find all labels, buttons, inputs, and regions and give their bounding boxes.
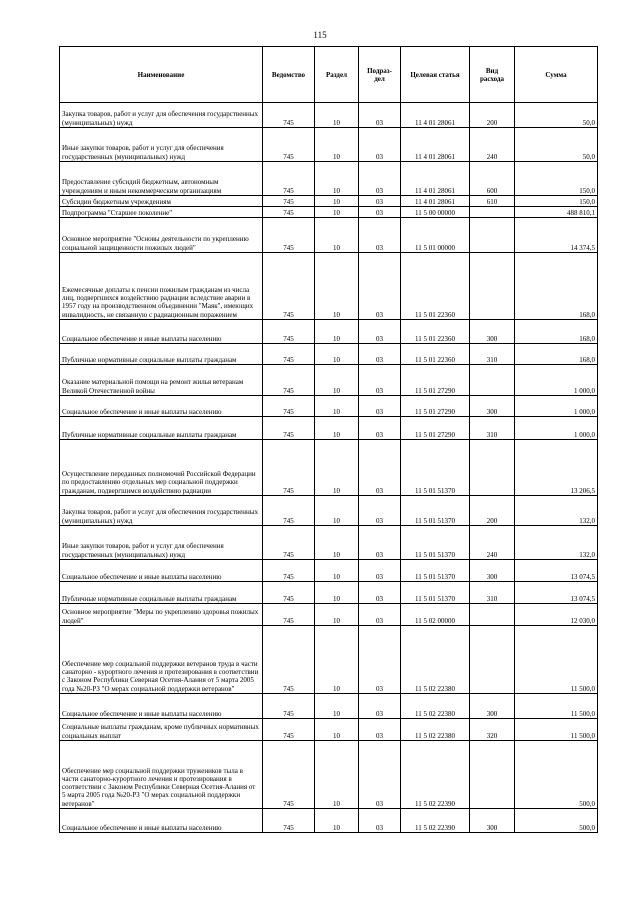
- cell-expense-type: 310: [470, 344, 515, 365]
- cell-sum: 13 074,5: [515, 560, 598, 582]
- cell-section: 10: [315, 809, 359, 833]
- cell-sum: 14 374,5: [515, 218, 598, 253]
- cell-department: 745: [263, 253, 315, 320]
- cell-section: 10: [315, 526, 359, 560]
- cell-target-article: 11 5 01 22360: [401, 344, 470, 365]
- cell-department: 745: [263, 626, 315, 694]
- cell-target-article: 11 5 01 27290: [401, 365, 470, 396]
- table-row: [60, 809, 598, 833]
- table-row: [60, 253, 598, 320]
- cell-name: Основное мероприятие "Меры по укреплению здоровья пожилых людей": [60, 604, 263, 626]
- cell-sum: 168,0: [515, 320, 598, 344]
- cell-target-article: 11 5 02 22390: [401, 809, 470, 833]
- cell-name: Публичные нормативные социальные выплаты гражданам: [60, 417, 263, 440]
- cell-expense-type: [470, 741, 515, 809]
- table-row: [60, 344, 598, 365]
- table-header-row: [60, 47, 598, 103]
- table-row: [60, 103, 598, 128]
- cell-department: 745: [263, 604, 315, 626]
- cell-sum: 500,0: [515, 741, 598, 809]
- cell-target-article: 11 5 01 51370: [401, 526, 470, 560]
- cell-subsection: 03: [359, 626, 401, 694]
- cell-sum: 1 000,0: [515, 417, 598, 440]
- header-subsection: Подраз- дел: [359, 47, 401, 103]
- table-row: [60, 694, 598, 719]
- cell-department: 745: [263, 396, 315, 417]
- cell-section: 10: [315, 604, 359, 626]
- cell-section: 10: [315, 196, 359, 207]
- cell-department: 745: [263, 207, 315, 218]
- cell-department: 745: [263, 196, 315, 207]
- cell-department: 745: [263, 741, 315, 809]
- cell-target-article: 11 5 01 51370: [401, 496, 470, 526]
- cell-subsection: 03: [359, 582, 401, 604]
- cell-department: 745: [263, 694, 315, 719]
- cell-subsection: 03: [359, 440, 401, 496]
- table-row: [60, 582, 598, 604]
- cell-department: 745: [263, 365, 315, 396]
- cell-expense-type: 610: [470, 196, 515, 207]
- cell-expense-type: 200: [470, 496, 515, 526]
- cell-name: Иные закупки товаров, работ и услуг для обеспечения государственных (муниципальных) нужд: [60, 526, 263, 560]
- cell-name: Иные закупки товаров, работ и услуг для обеспечения государственных (муниципальных) нужд: [60, 128, 263, 162]
- cell-subsection: 03: [359, 604, 401, 626]
- cell-subsection: 03: [359, 417, 401, 440]
- cell-sum: 13 074,5: [515, 582, 598, 604]
- cell-section: 10: [315, 365, 359, 396]
- cell-target-article: 11 5 01 51370: [401, 440, 470, 496]
- cell-subsection: 03: [359, 218, 401, 253]
- cell-target-article: 11 5 01 00000: [401, 218, 470, 253]
- cell-section: 10: [315, 440, 359, 496]
- table-row: [60, 218, 598, 253]
- cell-sum: 13 206,5: [515, 440, 598, 496]
- cell-name: Обеспечение мер социальной поддержки ветеранов труда в части санаторно - курортного лечения и протезирования в соответствии с Законом Республики Северная Осетия-Алания от 5 марта 2005 года №20-РЗ "О мерах социальной поддержки ветеранов": [60, 626, 263, 694]
- cell-name: Оказание материальной помощи на ремонт жилья ветеранам Великой Отечественной войны: [60, 365, 263, 396]
- cell-subsection: 03: [359, 128, 401, 162]
- cell-section: 10: [315, 344, 359, 365]
- cell-subsection: 03: [359, 526, 401, 560]
- header-expense-type: Вид расхода: [470, 47, 515, 103]
- cell-section: 10: [315, 320, 359, 344]
- header-target-article: Целевая статья: [401, 47, 470, 103]
- cell-target-article: 11 5 00 00000: [401, 207, 470, 218]
- cell-expense-type: [470, 626, 515, 694]
- cell-sum: 1 000,0: [515, 396, 598, 417]
- cell-expense-type: 320: [470, 719, 515, 741]
- table-row: [60, 128, 598, 162]
- cell-sum: 168,0: [515, 344, 598, 365]
- cell-department: 745: [263, 560, 315, 582]
- cell-department: 745: [263, 103, 315, 128]
- cell-expense-type: [470, 207, 515, 218]
- cell-target-article: 11 4 01 28061: [401, 103, 470, 128]
- table-row: [60, 626, 598, 694]
- cell-department: 745: [263, 128, 315, 162]
- cell-name: Социальное обеспечение и иные выплаты населению: [60, 320, 263, 344]
- cell-department: 745: [263, 218, 315, 253]
- cell-sum: 150,0: [515, 162, 598, 196]
- header-sum: Сумма: [515, 47, 598, 103]
- cell-subsection: 03: [359, 560, 401, 582]
- cell-department: 745: [263, 582, 315, 604]
- cell-subsection: 03: [359, 809, 401, 833]
- table-row: [60, 440, 598, 496]
- table-row: [60, 365, 598, 396]
- cell-expense-type: 300: [470, 396, 515, 417]
- cell-target-article: 11 4 01 28061: [401, 128, 470, 162]
- cell-name: Осуществление переданных полномочий Российской Федерации по предоставлению отдельных мер социальной поддержки гражданам, подвергшимся воздействию радиации: [60, 440, 263, 496]
- cell-target-article: 11 4 01 28061: [401, 162, 470, 196]
- cell-target-article: 11 5 01 51370: [401, 560, 470, 582]
- cell-name: Предоставление субсидий бюджетным, автономным учреждениям и иным некоммерческим организациям: [60, 162, 263, 196]
- cell-target-article: 11 4 01 28061: [401, 196, 470, 207]
- cell-section: 10: [315, 218, 359, 253]
- table-row: [60, 196, 598, 207]
- cell-name: Социальное обеспечение и иные выплаты населению: [60, 560, 263, 582]
- cell-target-article: 11 5 01 27290: [401, 396, 470, 417]
- cell-expense-type: 600: [470, 162, 515, 196]
- table-row: [60, 604, 598, 626]
- cell-target-article: 11 5 02 22380: [401, 719, 470, 741]
- table-row: [60, 496, 598, 526]
- cell-target-article: 11 5 02 22380: [401, 694, 470, 719]
- cell-expense-type: 240: [470, 526, 515, 560]
- table-row: [60, 207, 598, 218]
- cell-subsection: 03: [359, 396, 401, 417]
- header-name: Наименование: [60, 47, 263, 103]
- cell-expense-type: 240: [470, 128, 515, 162]
- cell-section: 10: [315, 103, 359, 128]
- cell-subsection: 03: [359, 207, 401, 218]
- cell-section: 10: [315, 207, 359, 218]
- cell-target-article: 11 5 01 22360: [401, 320, 470, 344]
- cell-sum: 50,0: [515, 103, 598, 128]
- cell-expense-type: 300: [470, 809, 515, 833]
- cell-name: Основное мероприятие "Основы деятельности по укреплению социальной защищенности пожилых людей": [60, 218, 263, 253]
- cell-sum: 168,0: [515, 253, 598, 320]
- cell-department: 745: [263, 320, 315, 344]
- cell-expense-type: [470, 218, 515, 253]
- cell-section: 10: [315, 694, 359, 719]
- cell-department: 745: [263, 440, 315, 496]
- table-row: [60, 526, 598, 560]
- cell-department: 745: [263, 417, 315, 440]
- cell-department: 745: [263, 809, 315, 833]
- cell-expense-type: 300: [470, 694, 515, 719]
- cell-subsection: 03: [359, 196, 401, 207]
- cell-section: 10: [315, 128, 359, 162]
- cell-expense-type: 310: [470, 582, 515, 604]
- cell-department: 745: [263, 719, 315, 741]
- cell-target-article: 11 5 01 51370: [401, 582, 470, 604]
- cell-sum: 11 500,0: [515, 626, 598, 694]
- cell-name: Субсидии бюджетным учреждениям: [60, 196, 263, 207]
- cell-name: Социальное обеспечение и иные выплаты населению: [60, 809, 263, 833]
- cell-section: 10: [315, 560, 359, 582]
- cell-target-article: 11 5 02 00000: [401, 604, 470, 626]
- cell-target-article: 11 5 02 22390: [401, 741, 470, 809]
- cell-subsection: 03: [359, 320, 401, 344]
- table-row: [60, 396, 598, 417]
- cell-name: Социальное обеспечение и иные выплаты населению: [60, 694, 263, 719]
- cell-sum: 500,0: [515, 809, 598, 833]
- cell-expense-type: [470, 253, 515, 320]
- cell-sum: 150,0: [515, 196, 598, 207]
- page-number: 115: [313, 30, 327, 40]
- cell-sum: 11 500,0: [515, 694, 598, 719]
- cell-expense-type: 300: [470, 560, 515, 582]
- cell-department: 745: [263, 162, 315, 196]
- cell-subsection: 03: [359, 741, 401, 809]
- cell-sum: 488 810,1: [515, 207, 598, 218]
- cell-name: Закупка товаров, работ и услуг для обеспечения государственных (муниципальных) нужд: [60, 103, 263, 128]
- cell-subsection: 03: [359, 253, 401, 320]
- table-row: [60, 320, 598, 344]
- cell-subsection: 03: [359, 344, 401, 365]
- cell-section: 10: [315, 253, 359, 320]
- cell-sum: 12 030,0: [515, 604, 598, 626]
- table-row: [60, 719, 598, 741]
- cell-subsection: 03: [359, 694, 401, 719]
- cell-department: 745: [263, 344, 315, 365]
- cell-name: Обеспечение мер социальной поддержки тружеников тыла в части санаторно-курортного лечения и протезирования в соответствии с Законом Республики Северная Осетия-Алания от 5 марта 2005 года №20-РЗ "О мерах социальной поддержки ветеранов": [60, 741, 263, 809]
- table-row: [60, 417, 598, 440]
- cell-section: 10: [315, 741, 359, 809]
- cell-sum: 50,0: [515, 128, 598, 162]
- cell-sum: 132,0: [515, 526, 598, 560]
- cell-expense-type: 200: [470, 103, 515, 128]
- header-section: Раздел: [315, 47, 359, 103]
- cell-section: 10: [315, 162, 359, 196]
- cell-name: Подпрограмма "Старшее поколение": [60, 207, 263, 218]
- cell-subsection: 03: [359, 496, 401, 526]
- cell-expense-type: [470, 440, 515, 496]
- cell-sum: 132,0: [515, 496, 598, 526]
- cell-expense-type: [470, 365, 515, 396]
- cell-department: 745: [263, 496, 315, 526]
- cell-target-article: 11 5 02 22380: [401, 626, 470, 694]
- cell-sum: 11 500,0: [515, 719, 598, 741]
- cell-name: Публичные нормативные социальные выплаты гражданам: [60, 582, 263, 604]
- cell-expense-type: 310: [470, 417, 515, 440]
- cell-sum: 1 000,0: [515, 365, 598, 396]
- cell-department: 745: [263, 526, 315, 560]
- table-row: [60, 741, 598, 809]
- table-row: [60, 162, 598, 196]
- cell-section: 10: [315, 626, 359, 694]
- cell-subsection: 03: [359, 719, 401, 741]
- cell-target-article: 11 5 01 27290: [401, 417, 470, 440]
- budget-table: [59, 46, 598, 833]
- cell-section: 10: [315, 719, 359, 741]
- cell-name: Ежемесячные доплаты к пенсии пожилым гражданам из числа лиц, подвергшихся воздействию радиации вследствие аварии в 1957 году на производственном объединении "Маяк", имеющих инвалидность, не связанную с радиационным поражением: [60, 253, 263, 320]
- cell-expense-type: 300: [470, 320, 515, 344]
- cell-subsection: 03: [359, 162, 401, 196]
- cell-subsection: 03: [359, 365, 401, 396]
- cell-name: Публичные нормативные социальные выплаты гражданам: [60, 344, 263, 365]
- table-row: [60, 560, 598, 582]
- cell-subsection: 03: [359, 103, 401, 128]
- cell-name: Социальное обеспечение и иные выплаты населению: [60, 396, 263, 417]
- cell-expense-type: [470, 604, 515, 626]
- cell-section: 10: [315, 496, 359, 526]
- cell-target-article: 11 5 01 22360: [401, 253, 470, 320]
- cell-name: Социальные выплаты гражданам, кроме публичных нормативных социальных выплат: [60, 719, 263, 741]
- cell-name: Закупка товаров, работ и услуг для обеспечения государственных (муниципальных) нужд: [60, 496, 263, 526]
- cell-section: 10: [315, 582, 359, 604]
- cell-section: 10: [315, 396, 359, 417]
- header-department: Ведомство: [263, 47, 315, 103]
- cell-section: 10: [315, 417, 359, 440]
